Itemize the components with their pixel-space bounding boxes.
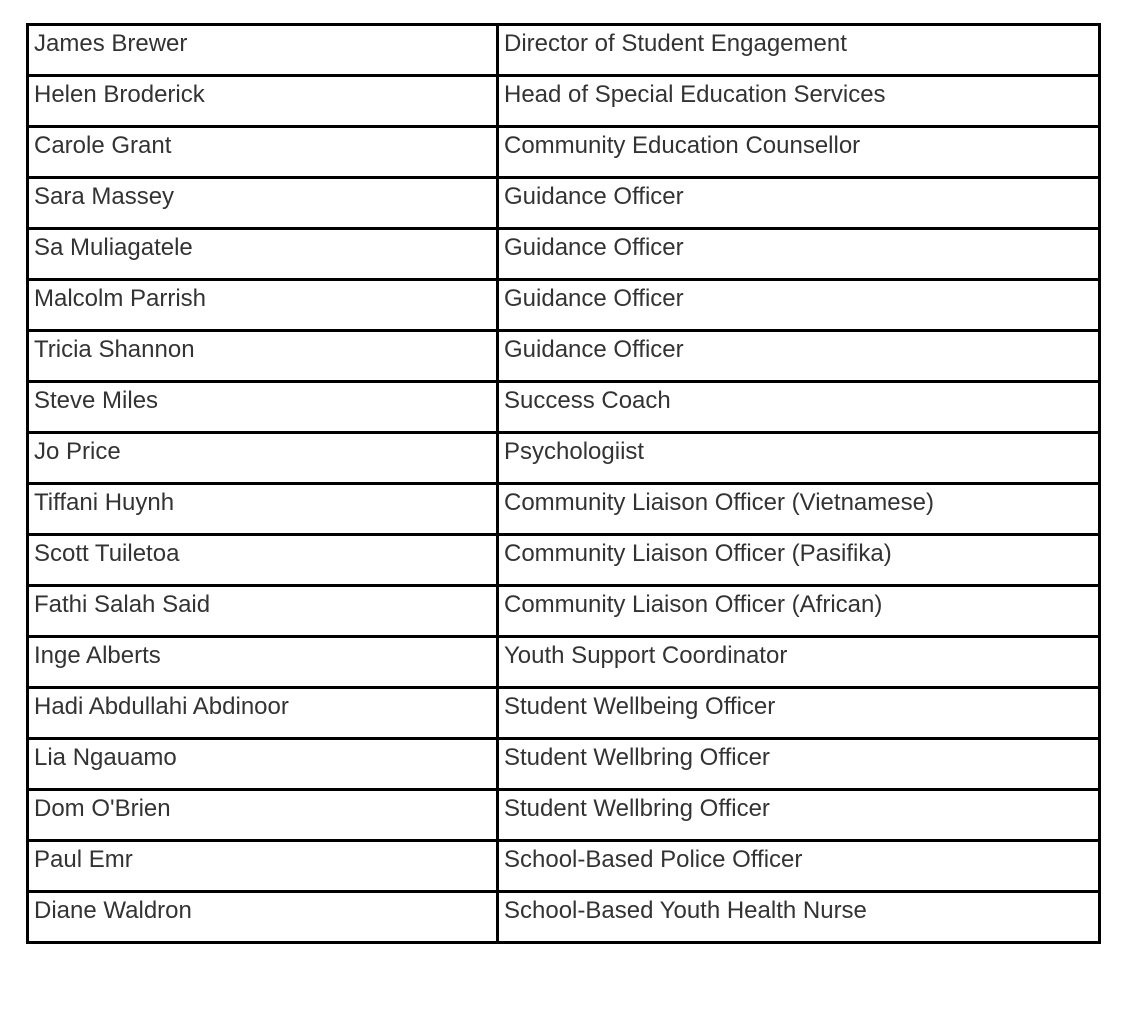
staff-role: Community Liaison Officer (Vietnamese) <box>504 489 934 516</box>
table-row <box>28 127 1100 178</box>
table-row <box>28 178 1100 229</box>
staff-name-cell <box>28 535 498 586</box>
staff-role: Youth Support Coordinator <box>504 642 788 669</box>
table-row <box>28 484 1100 535</box>
staff-role-cell <box>498 178 1100 229</box>
staff-role: School-Based Police Officer <box>504 846 803 873</box>
staff-role: Director of Student Engagement <box>504 30 847 57</box>
staff-name-cell <box>28 280 498 331</box>
staff-name: Fathi Salah Said <box>34 591 211 618</box>
staff-role-cell <box>498 790 1100 841</box>
table-row <box>28 586 1100 637</box>
staff-role-cell <box>498 280 1100 331</box>
staff-name-cell <box>28 229 498 280</box>
table-row <box>28 280 1100 331</box>
staff-role: Student Wellbeing Officer <box>504 693 776 720</box>
staff-table-body <box>28 25 1100 943</box>
staff-role: Guidance Officer <box>504 285 684 312</box>
staff-name-cell <box>28 433 498 484</box>
staff-name: Hadi Abdullahi Abdinoor <box>34 693 289 720</box>
table-row <box>28 382 1100 433</box>
table-row <box>28 892 1100 943</box>
staff-role: Student Wellbring Officer <box>504 795 770 822</box>
staff-name-cell <box>28 892 498 943</box>
staff-role: Student Wellbring Officer <box>504 744 770 771</box>
table-row <box>28 535 1100 586</box>
staff-name: Dom O'Brien <box>34 795 171 822</box>
staff-role: Psychologiist <box>504 438 645 465</box>
table-row <box>28 229 1100 280</box>
staff-name: Sara Massey <box>34 183 175 210</box>
table-row <box>28 331 1100 382</box>
staff-role: Community Liaison Officer (Pasifika) <box>504 540 892 567</box>
staff-role-cell <box>498 637 1100 688</box>
staff-role-cell <box>498 229 1100 280</box>
staff-name: Scott Tuiletoa <box>34 540 180 567</box>
staff-name-cell <box>28 586 498 637</box>
table-row <box>28 433 1100 484</box>
staff-name-cell <box>28 178 498 229</box>
staff-role: Head of Special Education Services <box>504 81 886 108</box>
staff-name: Tricia Shannon <box>34 336 195 363</box>
staff-role-cell <box>498 127 1100 178</box>
staff-name-cell <box>28 739 498 790</box>
staff-name-cell <box>28 127 498 178</box>
staff-role: Community Liaison Officer (African) <box>504 591 883 618</box>
staff-name-cell <box>28 790 498 841</box>
staff-role: Guidance Officer <box>504 336 684 363</box>
staff-name-cell <box>28 382 498 433</box>
staff-name: Helen Broderick <box>34 81 205 108</box>
staff-name: Paul Emr <box>34 846 133 873</box>
staff-role-cell <box>498 535 1100 586</box>
staff-name: Lia Ngauamo <box>34 744 177 771</box>
staff-role-cell <box>498 25 1100 76</box>
staff-name: James Brewer <box>34 30 188 57</box>
staff-role-cell <box>498 892 1100 943</box>
staff-name-cell <box>28 76 498 127</box>
staff-name: Steve Miles <box>34 387 159 414</box>
staff-role-cell <box>498 586 1100 637</box>
staff-role-cell <box>498 484 1100 535</box>
staff-name: Jo Price <box>34 438 121 465</box>
table-row <box>28 790 1100 841</box>
staff-role-cell <box>498 76 1100 127</box>
staff-name-cell <box>28 841 498 892</box>
staff-role-cell <box>498 688 1100 739</box>
staff-role-cell <box>498 433 1100 484</box>
staff-name: Sa Muliagatele <box>34 234 193 261</box>
staff-role: School-Based Youth Health Nurse <box>504 897 867 924</box>
staff-directory-table <box>26 23 1101 944</box>
staff-role-cell <box>498 739 1100 790</box>
staff-role-cell <box>498 841 1100 892</box>
table-row <box>28 25 1100 76</box>
staff-name: Inge Alberts <box>34 642 161 669</box>
staff-role: Guidance Officer <box>504 183 684 210</box>
staff-name-cell <box>28 484 498 535</box>
staff-name-cell <box>28 25 498 76</box>
staff-role: Community Education Counsellor <box>504 132 861 159</box>
staff-name: Malcolm Parrish <box>34 285 207 312</box>
table-row <box>28 688 1100 739</box>
staff-role-cell <box>498 331 1100 382</box>
staff-name-cell <box>28 637 498 688</box>
table-row <box>28 637 1100 688</box>
staff-role: Success Coach <box>504 387 671 414</box>
staff-name-cell <box>28 688 498 739</box>
staff-name-cell <box>28 331 498 382</box>
staff-name: Carole Grant <box>34 132 172 159</box>
staff-name: Diane Waldron <box>34 897 192 924</box>
table-row <box>28 739 1100 790</box>
staff-role-cell <box>498 382 1100 433</box>
table-row <box>28 841 1100 892</box>
staff-role: Guidance Officer <box>504 234 684 261</box>
table-row <box>28 76 1100 127</box>
staff-name: Tiffani Huynh <box>34 489 175 516</box>
